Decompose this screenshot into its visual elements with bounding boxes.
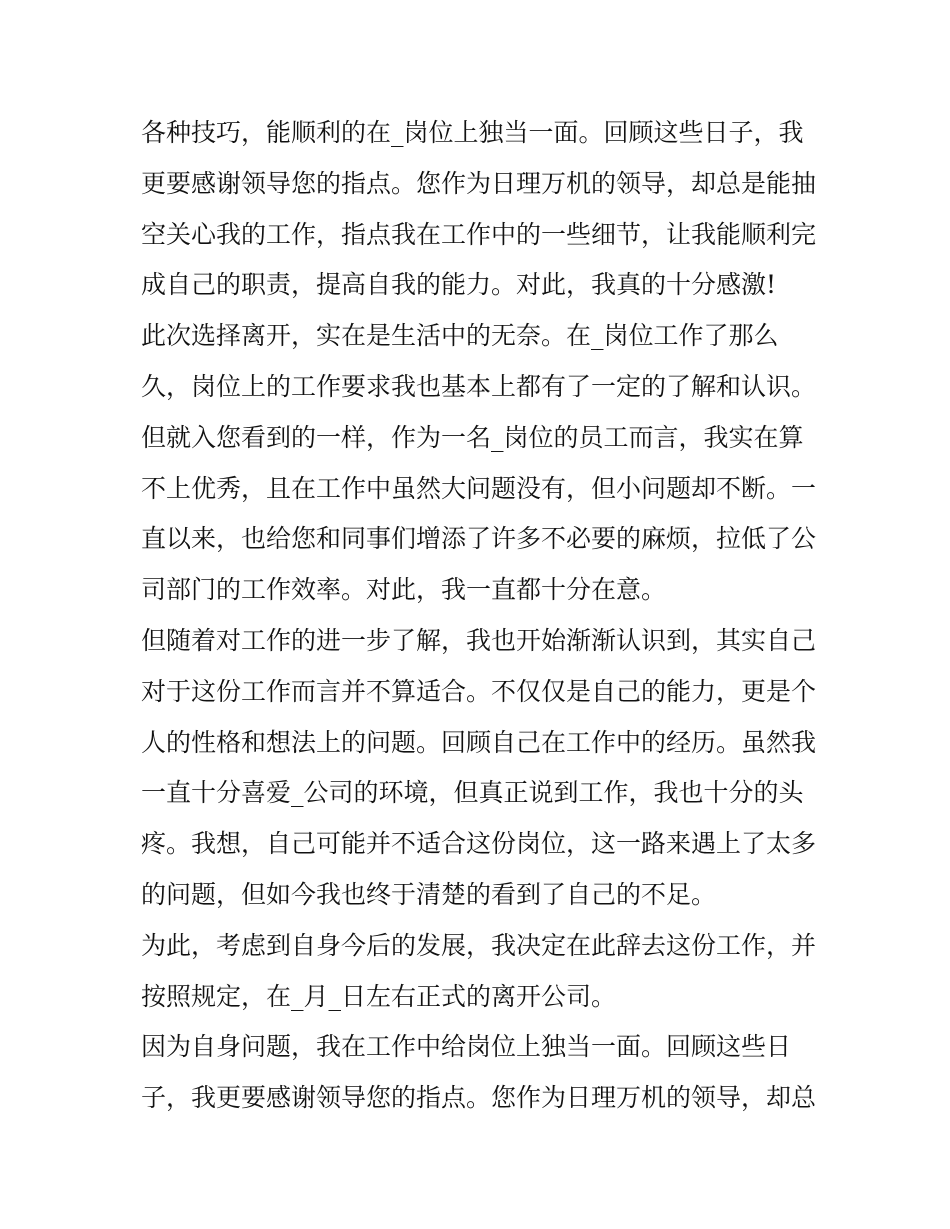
text-line: 子，我更要感谢领导您的指点。您作为日理万机的领导，却总 bbox=[141, 1083, 817, 1113]
text-line: 但就入您看到的一样，作为一名_岗位的员工而言，我实在算 bbox=[141, 422, 804, 452]
text-line: 的问题，但如今我也终于清楚的看到了自己的不足。 bbox=[141, 879, 717, 909]
text-line: 各种技巧，能顺利的在_岗位上独当一面。回顾这些日子，我 bbox=[141, 118, 804, 147]
text-line: 司部门的工作效率。对此，我一直都十分在意。 bbox=[141, 575, 667, 605]
text-line: 直以来，也给您和同事们增添了许多不必要的麻烦，拉低了公 bbox=[141, 524, 817, 554]
text-line: 按照规定，在_月_日左右正式的离开公司。 bbox=[141, 981, 617, 1011]
text-line: 但随着对工作的进一步了解，我也开始渐渐认识到，其实自己 bbox=[141, 625, 817, 655]
text-line: 人的性格和想法上的问题。回顾自己在工作中的经历。虽然我 bbox=[141, 727, 817, 757]
document-body bbox=[141, 108, 821, 1124]
text-line: 久，岗位上的工作要求我也基本上都有了一定的了解和认识。 bbox=[141, 371, 817, 401]
text-line: 为此，考虑到自身今后的发展，我决定在此辞去这份工作，并 bbox=[141, 930, 817, 960]
text-line: 成自己的职责，提高自我的能力。对此，我真的十分感激! bbox=[141, 270, 777, 300]
text-line: 因为自身问题，我在工作中给岗位上独当一面。回顾这些日 bbox=[141, 1032, 792, 1062]
text-line: 此次选择离开，实在是生活中的无奈。在_岗位工作了那么 bbox=[141, 321, 779, 351]
text-line: 一直十分喜爱_公司的环境，但真正说到工作，我也十分的头 bbox=[141, 778, 804, 808]
text-line: 空关心我的工作，指点我在工作中的一些细节，让我能顺利完 bbox=[141, 219, 817, 249]
text-line: 更要感谢领导您的指点。您作为日理万机的领导，却总是能抽 bbox=[141, 168, 817, 198]
text-line: 不上优秀，且在工作中虽然大问题没有，但小问题却不断。一 bbox=[141, 473, 817, 503]
text-line: 对于这份工作而言并不算适合。不仅仅是自己的能力，更是个 bbox=[141, 676, 817, 706]
text-line: 疼。我想，自己可能并不适合这份岗位，这一路来遇上了太多 bbox=[141, 829, 817, 859]
